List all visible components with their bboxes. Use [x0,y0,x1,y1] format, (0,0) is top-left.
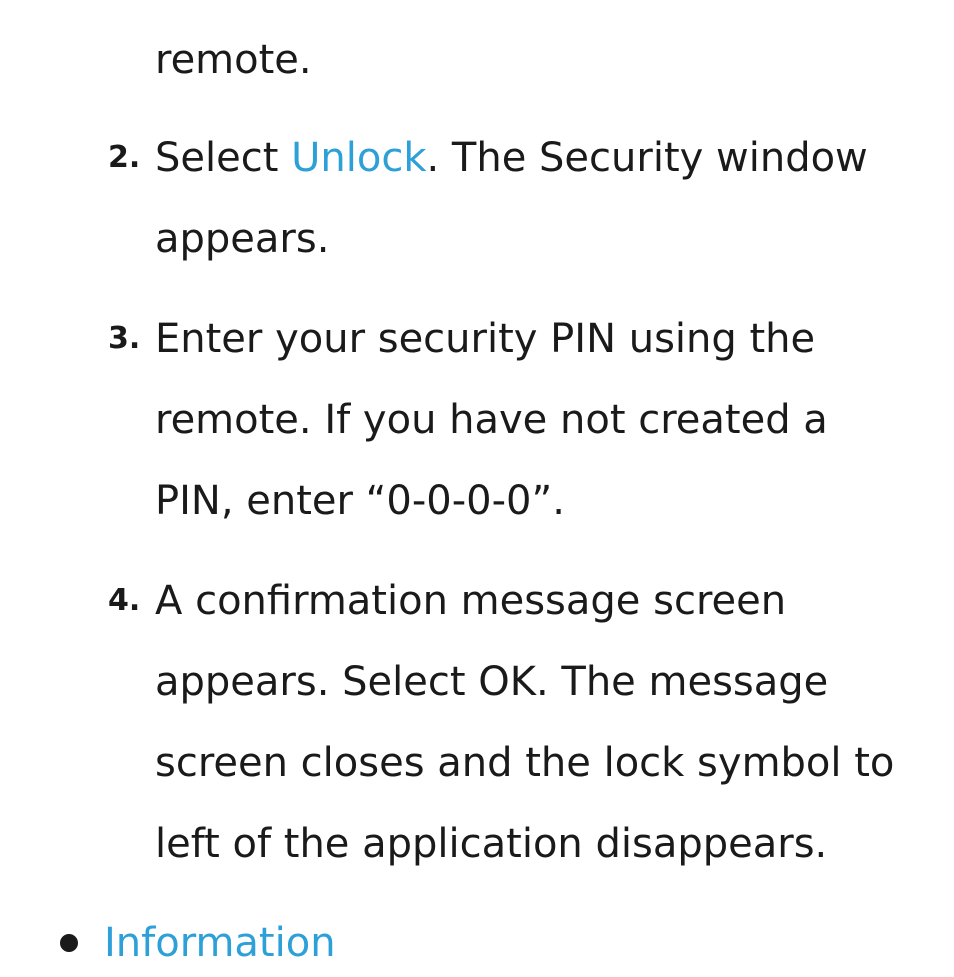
intro-line-1: remote. [155,37,312,83]
step-4-number: 4. [108,583,141,618]
step-3-line-2: remote. If you have not created a [155,397,828,443]
bullet-dot-icon [60,934,78,952]
step-3-line-3: PIN, enter “0-0-0-0”. [155,478,565,524]
step-3-line-1: Enter your security PIN using the [155,316,816,362]
step-4-line-3: screen closes and the lock symbol to [155,740,895,786]
step-2-line-1 [155,133,868,183]
step-2-text-pre: Select [155,135,292,181]
step-4-line-4: left of the application disappears. [155,821,828,867]
step-4-line-2: appears. Select OK. The message [155,659,829,705]
step-3-number: 3. [108,321,141,356]
information-link[interactable]: Information [104,920,336,966]
step-2-number: 2. [108,140,141,175]
unlock-link[interactable]: Unlock [291,135,427,181]
step-2-text-post: . The Security window [426,135,868,181]
step-2-line-2: appears. [155,216,330,262]
step-4-line-1: A confirmation message screen [155,578,787,624]
